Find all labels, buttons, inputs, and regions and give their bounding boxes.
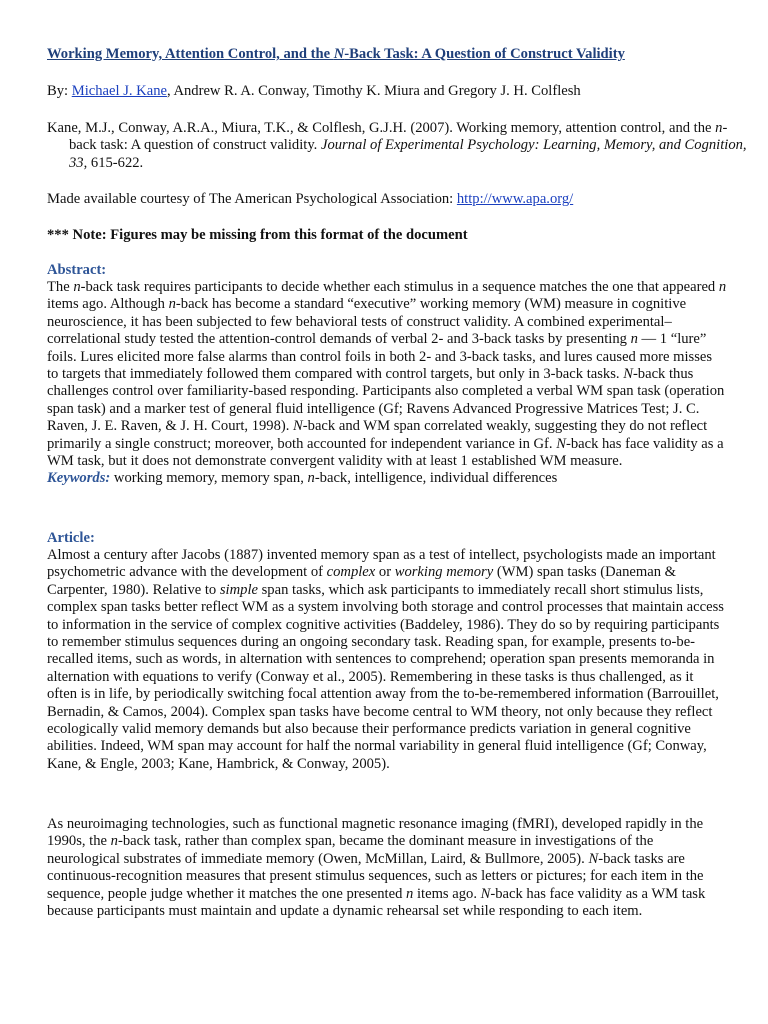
article-heading: Article: (47, 530, 95, 546)
courtesy-line: Made available courtesy of The American Psychological Association: http://www.apa.org/ (47, 191, 574, 207)
lead-author-link[interactable]: Michael J. Kane (71, 83, 167, 99)
citation: Kane, M.J., Conway, A.R.A., Miura, T.K., & Colflesh, G.J.H. (2007). Working memory, attention control, and the n-back task: A question of construct validity. Journal of Experimental Psychology: Learning, Memory, and Cognition, 33, 615-622. (47, 120, 747, 171)
paper-title (47, 46, 625, 63)
abstract-body: The n-back task requires participants to decide whether each stimulus in a sequence matches the one that appeared n items ago. Although n-back has become a standard “executive” working memory (WM) measure in cognitive neuroscience, it has been subjected to few behavioral tests of construct validity. A combined experimental–correlational study tested the attention-control demands of verbal 2- and 3-back tasks by presenting n — 1 “lure” foils. Lures elicited more false alarms than control foils in both 2- and 3-back tasks, and lures caused more misses to targets that immediately followed them compared with control targets, but only in 3-back tasks. N-back thus challenges control over familiarity-based responding. Participants also completed a verbal WM span task (operation span task) and a marker test of general fluid intelligence (Gf; Ravens Advanced Progressive Matrices Test; J. C. Raven, J. E. Raven, & J. H. Court, 1998). N-back and WM span correlated weakly, suggesting they do not reflect primarily a single construct; moreover, both accounted for independent variance in Gf. N-back has face validity as a WM task, but it does not demonstrate convergent validity with at least 1 established WM measure. Keywords: working memory, memory span, n-back, intelligence, individual differences (47, 279, 727, 487)
figures-note: *** Note: Figures may be missing from this format of the document (47, 227, 468, 243)
author-line: By: Michael J. Kane, Andrew R. A. Conway, Timothy K. Miura and Gregory J. H. Colflesh (47, 83, 581, 99)
article-paragraph-1: Almost a century after Jacobs (1887) invented memory span as a test of intellect, psychologists made an important psychometric advance with the development of complex or working memory (WM) span tasks (Daneman & Carpenter, 1980). Relative to simple span tasks, which ask participants to immediately recall short stimulus lists, complex span tasks better reflect WM as a system involving both storage and control processes that maintain access to information in the service of complex cognitive activities (Baddeley, 1986). They do so by requiring participants to remember stimulus sequences during an ongoing secondary task. Reading span, for example, presents to-be-recalled items, such as words, in alternation with sentences to comprehend; operation span presents memoranda in alternation with equations to verify (Conway et al., 2005). Remembering in these tasks is thus challenged, as it often is in life, by periodically switching focal attention away from the to-be-remembered information (Barrouillet, Bernadin, & Camos, 2004). Complex span tasks have become central to WM theory, not only because they reflect ecologically valid memory demands but also because their performance predicts variation in general cognitive abilities. Indeed, WM span may account for half the normal variability in general fluid intelligence (Gf; Conway, Kane, & Engle, 2003; Kane, Hambrick, & Conway, 2005). (47, 547, 724, 772)
paper-title-link[interactable]: Working Memory, Attention Control, and the N-Back Task: A Question of Construct Validity (47, 46, 625, 62)
apa-link[interactable]: http://www.apa.org/ (456, 191, 574, 207)
keywords: working memory, memory span, (110, 470, 308, 487)
abstract-heading: Abstract: (47, 262, 107, 278)
keywords-label: Keywords: (47, 470, 111, 487)
article-paragraph-2: As neuroimaging technologies, such as functional magnetic resonance imaging (fMRI), developed rapidly in the 1990s, the n-back task, rather than complex span, became the dominant measure in investigations of the neurological substrates of immediate memory (Owen, McMillan, Laird, & Bullmore, 2005). N-back tasks are continuous-recognition measures that present stimulus sequences, such as letters or pictures; for each item in the sequence, people judge whether it matches the one presented n items ago. N-back has face validity as a WM task because participants must maintain and update a dynamic rehearsal set while responding to each item. (47, 816, 706, 920)
